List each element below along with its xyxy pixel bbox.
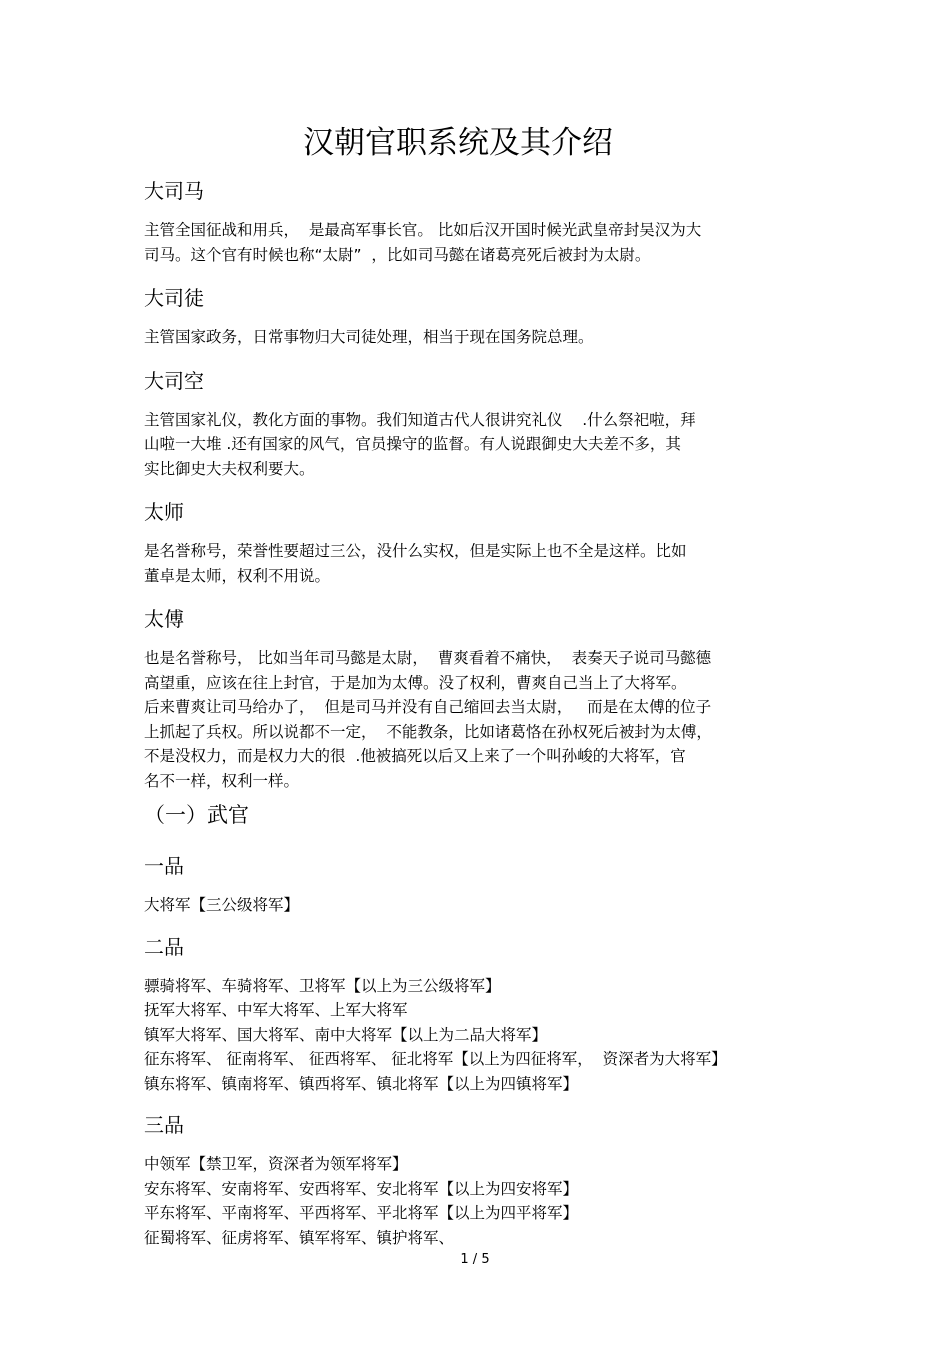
section-tai-shi: [144, 495, 814, 588]
paragraph-line: 实比御史大夫权利要大。: [144, 459, 315, 478]
grade-list: [144, 974, 814, 1097]
paragraph-line: 不是没权力，而是权力大的很 .他被搞死以后又上来了一个叫孙峻的大将军，官: [144, 747, 686, 765]
paragraph-line: 司马。这个官有时候也称“太尉” ，比如司马懿在诸葛亮死后被封为太尉。: [144, 245, 651, 264]
military-heading: （一）武官: [144, 803, 249, 827]
grade-heading: 一品: [144, 854, 184, 878]
list-item: 骠骑将军、车骑将军、卫将军【以上为三公级将军】: [144, 976, 501, 995]
grade-yi-pin: [144, 851, 814, 918]
section-heading: 大司马: [144, 179, 204, 203]
section-heading: 大司空: [144, 368, 204, 393]
grade-san-pin: [144, 1110, 814, 1250]
section-da-si-tu: [144, 281, 814, 350]
section-paragraph: [144, 218, 814, 267]
section-heading: 太师: [144, 500, 184, 524]
paragraph-line: 高望重，应该在往上封官，于是加为太傅。没了权利，曹爽自己当上了大将军。: [144, 673, 687, 692]
document-body: [144, 174, 814, 1250]
paragraph-line: 也是名誉称号， 比如当年司马懿是太尉， 曹爽看着不痛快， 表奏天子说司马懿德: [144, 649, 712, 667]
paragraph-line: 后来曹爽让司马给办了， 但是司马并没有自己缩回去当太尉， 而是在太傅的位子: [144, 698, 712, 716]
section-paragraph: [144, 539, 814, 588]
list-item: 征东将军、 征南将军、 征西将军、 征北将军【以上为四征将军， 资深者为大将军】: [144, 1050, 727, 1068]
section-da-si-ma: [144, 174, 814, 267]
grade-er-pin: [144, 932, 814, 1097]
list-item: 镇东将军、镇南将军、镇西将军、镇北将军【以上为四镇将军】: [144, 1074, 579, 1093]
section-tai-fu: [144, 602, 814, 793]
grade-list: [144, 893, 814, 918]
section-heading: 大司徒: [144, 286, 204, 310]
section-paragraph: [144, 646, 814, 793]
paragraph-line: 上抓起了兵权。所以说都不一定， 不能教条，比如诸葛恪在孙权死后被封为太傅，: [144, 722, 712, 741]
list-item: 征蜀将军、征虏将军、镇军将军、镇护将军、: [144, 1228, 455, 1247]
list-item: 抚军大将军、中军大将军、上军大将军: [144, 1001, 408, 1019]
paragraph-line: 主管全国征战和用兵， 是最高军事长官。 比如后汉开国时候光武皇帝封吴汉为大: [144, 221, 702, 239]
grade-heading: 二品: [144, 934, 184, 959]
section-heading: 太傅: [144, 607, 184, 631]
list-item: 大将军【三公级将军】: [144, 896, 300, 914]
grade-heading: 三品: [144, 1113, 184, 1137]
section-da-si-kong: [144, 364, 814, 482]
list-item: 安东将军、安南将军、安西将军、安北将军【以上为四安将军】: [144, 1179, 579, 1198]
paragraph-line: 山啦一大堆 .还有国家的风气，官员操守的监督。有人说跟御史大夫差不多，其: [144, 435, 681, 453]
list-item: 平东将军、平南将军、平西将军、平北将军【以上为四平将军】: [144, 1204, 579, 1222]
list-item: 镇军大将军、国大将军、南中大将军【以上为二品大将军】: [144, 1025, 548, 1044]
section-paragraph: [144, 408, 814, 482]
grade-list: [144, 1152, 814, 1250]
list-item: 中领军【禁卫军，资深者为领军将军】: [144, 1155, 408, 1173]
page-indicator: 1 / 5: [460, 1252, 490, 1267]
paragraph-line: 主管国家政务，日常事物归大司徒处理，相当于现在国务院总理。: [144, 328, 594, 346]
paragraph-line: 名不一样，权利一样。: [144, 771, 300, 790]
page-title: 汉朝官职系统及其介绍: [303, 125, 613, 161]
paragraph-line: 主管国家礼仪，教化方面的事物。我们知道古代人很讲究礼仪 .什么祭祀啦，拜: [144, 410, 696, 429]
section-paragraph: [144, 325, 814, 350]
paragraph-line: 董卓是太师，权利不用说。: [144, 566, 331, 585]
paragraph-line: 是名誉称号，荣誉性要超过三公，没什么实权，但是实际上也不全是这样。比如: [144, 542, 687, 560]
